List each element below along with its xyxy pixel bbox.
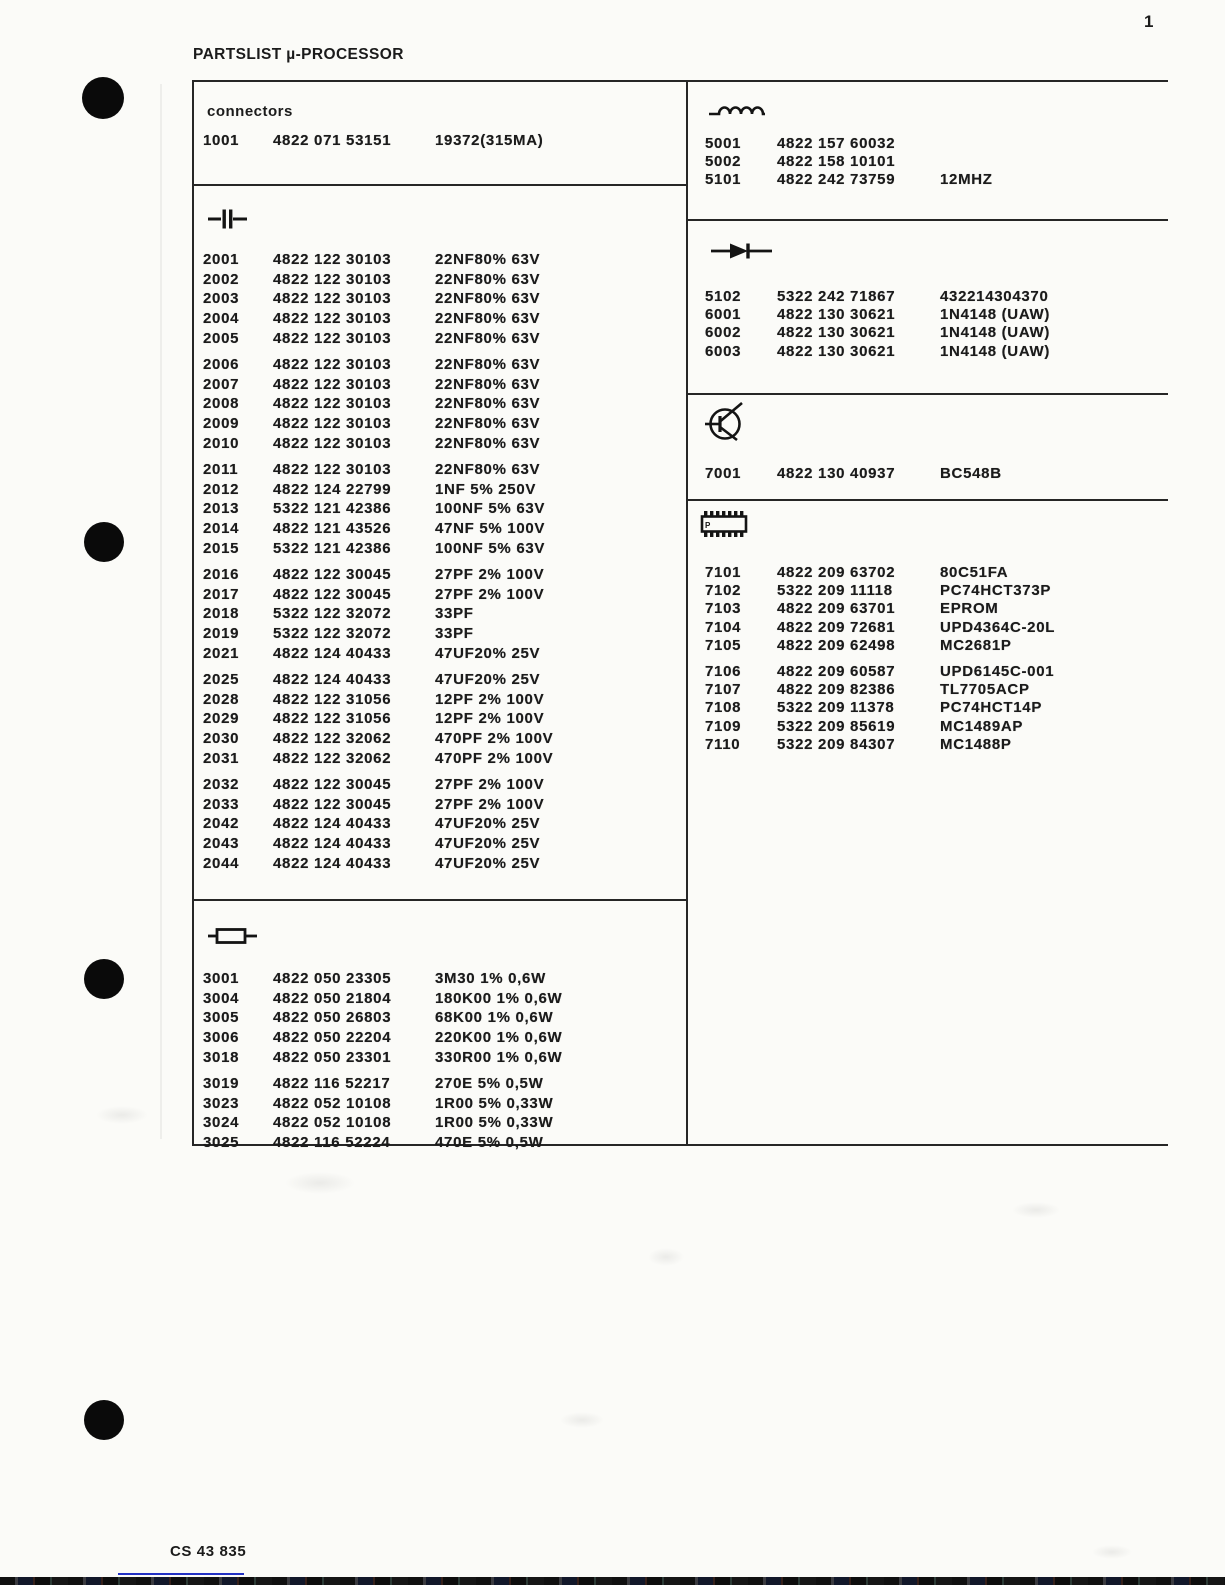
cell-description: 330R00 1% 0,6W <box>435 1048 563 1066</box>
table-row <box>688 736 1168 754</box>
cell-part-ref: 3005 <box>203 1009 240 1027</box>
capacitor-icon <box>207 207 686 231</box>
cell-description: 47UF20% 25V <box>435 644 541 662</box>
page-title: PARTSLIST µ-PROCESSOR <box>193 46 404 63</box>
cell-order-code: 4822 052 10108 <box>273 1094 392 1112</box>
diodes-section <box>688 241 1168 395</box>
cell-order-code: 4822 122 30103 <box>273 356 392 374</box>
cell-order-code: 4822 122 30045 <box>273 566 392 584</box>
cell-order-code: 4822 124 40433 <box>273 671 392 689</box>
cell-description: 47NF 5% 100V <box>435 520 546 538</box>
cell-order-code: 5322 121 42386 <box>273 500 392 518</box>
cell-order-code: 5322 122 32072 <box>273 624 392 642</box>
table-row <box>688 680 1168 698</box>
cell-part-ref: 7103 <box>705 600 742 618</box>
cell-part-ref: 2007 <box>203 375 240 393</box>
scan-smudge <box>1012 1202 1060 1218</box>
table-row <box>194 729 686 749</box>
table-row <box>194 1008 686 1028</box>
cell-part-ref: 7102 <box>705 582 742 600</box>
cell-part-ref: 7109 <box>705 717 742 735</box>
inductors-rows <box>688 134 1168 189</box>
transistor-icon <box>704 400 1168 444</box>
cell-part-ref: 7107 <box>705 681 742 699</box>
cell-part-ref: 2030 <box>203 729 240 747</box>
cell-part-ref: 2033 <box>203 795 240 813</box>
cell-part-ref: 2029 <box>203 710 240 728</box>
cell-order-code: 4822 050 22204 <box>273 1029 392 1047</box>
cell-part-ref: 3018 <box>203 1048 240 1066</box>
scan-streak <box>160 84 162 1139</box>
cell-part-ref: 7001 <box>705 464 742 482</box>
table-row <box>194 689 686 709</box>
cell-part-ref: 6003 <box>705 342 742 360</box>
cell-order-code: 4822 209 72681 <box>777 618 896 636</box>
partslist-table <box>192 80 1168 1152</box>
row-group <box>194 355 686 453</box>
cell-order-code: 4822 122 30103 <box>273 270 392 288</box>
cell-part-ref: 7106 <box>705 662 742 680</box>
cell-part-ref: 2004 <box>203 310 240 328</box>
cell-order-code: 5322 209 11378 <box>777 699 895 717</box>
cell-part-ref: 2012 <box>203 480 240 498</box>
cell-description: UPD4364C-20L <box>940 618 1056 636</box>
cell-part-ref: 2011 <box>203 461 239 479</box>
cell-description: 80C51FA <box>940 563 1009 581</box>
cell-order-code: 4822 122 30045 <box>273 776 392 794</box>
cell-part-ref: 3024 <box>203 1114 240 1132</box>
cell-description: 1R00 5% 0,33W <box>435 1114 554 1132</box>
table-row <box>194 131 686 151</box>
inductors-section <box>688 100 1168 221</box>
table-row <box>688 618 1168 636</box>
scan-smudge <box>96 1106 148 1124</box>
table-row <box>194 565 686 585</box>
transistors-rows <box>688 464 1168 482</box>
bottom-scan-edge <box>0 1577 1225 1585</box>
cell-part-ref: 3023 <box>203 1094 240 1112</box>
table-row <box>194 775 686 795</box>
table-row <box>688 305 1168 323</box>
ic-chip-icon <box>700 511 1168 537</box>
table-row <box>688 600 1168 618</box>
cell-part-ref: 2017 <box>203 585 240 603</box>
cell-order-code: 4822 124 40433 <box>273 644 392 662</box>
cell-description: 22NF80% 63V <box>435 310 541 328</box>
table-row <box>688 637 1168 655</box>
connectors-header: connectors <box>207 103 293 120</box>
cell-order-code: 4822 124 22799 <box>273 480 392 498</box>
cell-order-code: 4822 050 26803 <box>273 1009 392 1027</box>
table-row <box>194 289 686 309</box>
cell-description: EPROM <box>940 600 999 618</box>
cell-part-ref: 2019 <box>203 624 240 642</box>
cell-order-code: 4822 071 53151 <box>273 132 392 150</box>
cell-description: 27PF 2% 100V <box>435 566 545 584</box>
cell-description: 27PF 2% 100V <box>435 795 545 813</box>
cell-part-ref: 3004 <box>203 989 240 1007</box>
cell-order-code: 4822 050 23301 <box>273 1048 392 1066</box>
table-row <box>194 989 686 1009</box>
cell-part-ref: 7101 <box>705 563 742 581</box>
cell-description: 27PF 2% 100V <box>435 776 545 794</box>
cell-order-code: 5322 209 11118 <box>777 582 893 600</box>
cell-part-ref: 2002 <box>203 270 240 288</box>
row-group <box>194 1074 686 1152</box>
footer-document-code: CS 43 835 <box>170 1543 247 1560</box>
cell-description: 47UF20% 25V <box>435 671 541 689</box>
cell-order-code: 4822 122 32062 <box>273 729 392 747</box>
cell-description: 470E 5% 0,5W <box>435 1134 544 1152</box>
table-row <box>194 585 686 605</box>
cell-description: 3M30 1% 0,6W <box>435 970 546 988</box>
table-row <box>194 375 686 395</box>
cell-description: 47UF20% 25V <box>435 815 541 833</box>
table-row <box>194 814 686 834</box>
cell-part-ref: 1001 <box>203 132 240 150</box>
table-row <box>194 433 686 453</box>
table-row <box>194 538 686 558</box>
cell-order-code: 5322 209 85619 <box>777 717 896 735</box>
cell-part-ref: 2016 <box>203 566 240 584</box>
table-row <box>194 480 686 500</box>
cell-order-code: 4822 122 30103 <box>273 434 392 452</box>
cell-part-ref: 2025 <box>203 671 240 689</box>
table-row <box>194 1047 686 1067</box>
cell-description: 47UF20% 25V <box>435 834 541 852</box>
cell-order-code: 4822 209 63701 <box>777 600 896 618</box>
row-group <box>194 775 686 873</box>
table-row <box>194 355 686 375</box>
cell-part-ref: 3025 <box>203 1134 240 1152</box>
table-row <box>688 171 1168 189</box>
cell-order-code: 4822 158 10101 <box>777 153 896 171</box>
punch-hole <box>84 522 124 562</box>
table-row <box>194 969 686 989</box>
cell-part-ref: 2001 <box>203 251 240 269</box>
cell-part-ref: 3019 <box>203 1075 240 1093</box>
table-row <box>194 460 686 480</box>
cell-description: 1R00 5% 0,33W <box>435 1094 554 1112</box>
ics-rows <box>688 563 1168 754</box>
cell-part-ref: 2013 <box>203 500 240 518</box>
capacitors-rows <box>194 250 686 873</box>
cell-description: PC74HCT373P <box>940 582 1052 600</box>
cell-part-ref: 6001 <box>705 306 742 324</box>
cell-part-ref: 7105 <box>705 637 742 655</box>
table-row <box>194 748 686 768</box>
cell-order-code: 4822 121 43526 <box>273 520 392 538</box>
cell-part-ref: 2003 <box>203 290 240 308</box>
cell-part-ref: 2028 <box>203 690 240 708</box>
scan-smudge <box>648 1248 684 1266</box>
cell-part-ref: 7108 <box>705 699 742 717</box>
cell-order-code: 4822 209 62498 <box>777 637 896 655</box>
svg-text:P: P <box>705 521 711 530</box>
cell-order-code: 4822 122 30103 <box>273 329 392 347</box>
table-row <box>194 853 686 873</box>
table-row <box>194 519 686 539</box>
cell-description: 22NF80% 63V <box>435 251 541 269</box>
table-row <box>194 1113 686 1133</box>
connectors-rows <box>194 131 686 151</box>
cell-description: 270E 5% 0,5W <box>435 1075 544 1093</box>
cell-order-code: 4822 116 52217 <box>273 1075 391 1093</box>
cell-part-ref: 2018 <box>203 605 240 623</box>
cell-description: 27PF 2% 100V <box>435 585 545 603</box>
cell-part-ref: 2015 <box>203 539 240 557</box>
resistor-icon <box>207 925 686 947</box>
page-number: 1 <box>1144 12 1154 31</box>
cell-part-ref: 5101 <box>705 171 742 189</box>
cell-description: 220K00 1% 0,6W <box>435 1029 563 1047</box>
table-row <box>688 464 1168 482</box>
cell-order-code: 4822 122 30103 <box>273 375 392 393</box>
cell-order-code: 4822 242 73759 <box>777 171 896 189</box>
table-row <box>194 1028 686 1048</box>
cell-order-code: 4822 122 32062 <box>273 749 392 767</box>
cell-description: 22NF80% 63V <box>435 290 541 308</box>
cell-description: 22NF80% 63V <box>435 461 541 479</box>
cell-part-ref: 5102 <box>705 287 742 305</box>
row-group <box>194 969 686 1067</box>
row-group <box>688 563 1168 655</box>
cell-description: 12PF 2% 100V <box>435 710 545 728</box>
cell-order-code: 4822 124 40433 <box>273 834 392 852</box>
cell-description: 22NF80% 63V <box>435 329 541 347</box>
cell-order-code: 4822 122 31056 <box>273 690 392 708</box>
table-row <box>688 324 1168 342</box>
cell-order-code: 4822 209 63702 <box>777 563 896 581</box>
table-row <box>194 250 686 270</box>
table-row <box>194 604 686 624</box>
row-group <box>194 565 686 663</box>
scan-smudge <box>1092 1545 1132 1559</box>
resistors-rows <box>194 969 686 1152</box>
diode-icon <box>710 241 1168 261</box>
cell-order-code: 4822 122 30103 <box>273 415 392 433</box>
cell-order-code: 4822 122 30103 <box>273 310 392 328</box>
table-row <box>194 499 686 519</box>
row-group <box>688 662 1168 754</box>
row-group <box>194 670 686 768</box>
cell-order-code: 4822 122 30103 <box>273 290 392 308</box>
table-row <box>688 662 1168 680</box>
cell-description: MC1489AP <box>940 717 1024 735</box>
table-row <box>194 394 686 414</box>
cell-description: BC548B <box>940 464 1002 482</box>
cell-order-code: 5322 122 32072 <box>273 605 392 623</box>
punch-hole <box>82 77 124 119</box>
cell-description: PC74HCT14P <box>940 699 1043 717</box>
cell-description: 33PF <box>435 624 474 642</box>
cell-part-ref: 2043 <box>203 834 240 852</box>
table-row <box>194 643 686 663</box>
cell-order-code: 4822 130 30621 <box>777 324 896 342</box>
right-column <box>688 82 1168 1144</box>
cell-order-code: 4822 122 31056 <box>273 710 392 728</box>
punch-hole <box>84 1400 124 1440</box>
ics-section <box>688 511 1168 1115</box>
table-row <box>194 670 686 690</box>
cell-order-code: 4822 124 40433 <box>273 854 392 872</box>
cell-description: 1N4148 (UAW) <box>940 306 1051 324</box>
cell-part-ref: 3006 <box>203 1029 240 1047</box>
table-row <box>194 1094 686 1114</box>
inductor-icon <box>708 100 1168 118</box>
punch-hole <box>84 959 124 999</box>
cell-order-code: 4822 157 60032 <box>777 134 896 152</box>
table-row <box>688 342 1168 360</box>
cell-description: 22NF80% 63V <box>435 434 541 452</box>
cell-description: UPD6145C-001 <box>940 662 1055 680</box>
cell-order-code: 4822 052 10108 <box>273 1114 392 1132</box>
cell-description: 1NF 5% 250V <box>435 480 537 498</box>
scan-smudge <box>560 1412 604 1428</box>
capacitors-section <box>194 207 686 901</box>
cell-part-ref: 5001 <box>705 134 742 152</box>
table-row <box>688 699 1168 717</box>
cell-description: 100NF 5% 63V <box>435 539 546 557</box>
cell-description: 22NF80% 63V <box>435 375 541 393</box>
cell-order-code: 4822 122 30103 <box>273 251 392 269</box>
cell-order-code: 4822 050 23305 <box>273 970 392 988</box>
cell-order-code: 4822 130 40937 <box>777 464 896 482</box>
cell-description: MC2681P <box>940 637 1012 655</box>
table-row <box>194 709 686 729</box>
cell-description: MC1488P <box>940 736 1012 754</box>
cell-order-code: 4822 050 21804 <box>273 989 392 1007</box>
row-group <box>194 250 686 348</box>
table-row <box>194 794 686 814</box>
cell-order-code: 5322 121 42386 <box>273 539 392 557</box>
row-group <box>194 460 686 558</box>
cell-part-ref: 2006 <box>203 356 240 374</box>
table-row <box>688 563 1168 581</box>
table-row <box>688 134 1168 152</box>
cell-order-code: 4822 122 30103 <box>273 395 392 413</box>
table-row <box>194 309 686 329</box>
table-row <box>194 270 686 290</box>
cell-description: 68K00 1% 0,6W <box>435 1009 554 1027</box>
cell-description: 22NF80% 63V <box>435 356 541 374</box>
table-row <box>688 581 1168 599</box>
cell-part-ref: 6002 <box>705 324 742 342</box>
cell-description: 22NF80% 63V <box>435 415 541 433</box>
cell-part-ref: 2032 <box>203 776 240 794</box>
cell-order-code: 4822 122 30103 <box>273 461 392 479</box>
cell-part-ref: 2021 <box>203 644 240 662</box>
cell-order-code: 4822 130 30621 <box>777 342 896 360</box>
connectors-section <box>194 104 686 186</box>
cell-part-ref: 2010 <box>203 434 240 452</box>
cell-description: 22NF80% 63V <box>435 395 541 413</box>
cell-part-ref: 5002 <box>705 153 742 171</box>
cell-part-ref: 2008 <box>203 395 240 413</box>
transistors-section <box>688 400 1168 501</box>
table-row <box>688 717 1168 735</box>
table-row <box>688 287 1168 305</box>
cell-order-code: 5322 242 71867 <box>777 287 896 305</box>
cell-order-code: 4822 130 30621 <box>777 306 896 324</box>
cell-order-code: 4822 209 60587 <box>777 662 896 680</box>
cell-description: 470PF 2% 100V <box>435 729 554 747</box>
cell-description: 22NF80% 63V <box>435 270 541 288</box>
table-row <box>194 1133 686 1153</box>
cell-description: 47UF20% 25V <box>435 854 541 872</box>
cell-part-ref: 3001 <box>203 970 240 988</box>
cell-description: TL7705ACP <box>940 681 1030 699</box>
cell-part-ref: 2009 <box>203 415 240 433</box>
table-row <box>194 328 686 348</box>
cell-part-ref: 7104 <box>705 618 742 636</box>
footer-blue-underline <box>118 1573 244 1575</box>
row-group <box>194 131 686 151</box>
diodes-rows <box>688 287 1168 361</box>
cell-description: 1N4148 (UAW) <box>940 324 1051 342</box>
cell-description: 19372(315MA) <box>435 132 544 150</box>
cell-description: 100NF 5% 63V <box>435 500 546 518</box>
cell-part-ref: 2042 <box>203 815 240 833</box>
resistors-section <box>194 925 686 1211</box>
row-group <box>688 287 1168 361</box>
cell-description: 33PF <box>435 605 474 623</box>
cell-description: 1N4148 (UAW) <box>940 342 1051 360</box>
row-group <box>688 134 1168 189</box>
cell-part-ref: 2031 <box>203 749 240 767</box>
table-row <box>194 624 686 644</box>
row-group <box>688 464 1168 482</box>
cell-order-code: 5322 209 84307 <box>777 736 896 754</box>
cell-order-code: 4822 122 30045 <box>273 585 392 603</box>
cell-description: 432214304370 <box>940 287 1049 305</box>
cell-order-code: 4822 122 30045 <box>273 795 392 813</box>
cell-order-code: 4822 209 82386 <box>777 681 896 699</box>
cell-description: 470PF 2% 100V <box>435 749 554 767</box>
cell-order-code: 4822 116 52224 <box>273 1134 391 1152</box>
cell-part-ref: 2014 <box>203 520 240 538</box>
cell-part-ref: 2044 <box>203 854 240 872</box>
cell-part-ref: 7110 <box>705 736 741 754</box>
cell-description: 12PF 2% 100V <box>435 690 545 708</box>
table-row <box>194 834 686 854</box>
cell-order-code: 4822 124 40433 <box>273 815 392 833</box>
table-row <box>194 414 686 434</box>
cell-description: 180K00 1% 0,6W <box>435 989 563 1007</box>
table-row <box>688 152 1168 170</box>
cell-description: 12MHZ <box>940 171 993 189</box>
table-row <box>194 1074 686 1094</box>
left-column <box>194 82 686 1152</box>
cell-part-ref: 2005 <box>203 329 240 347</box>
